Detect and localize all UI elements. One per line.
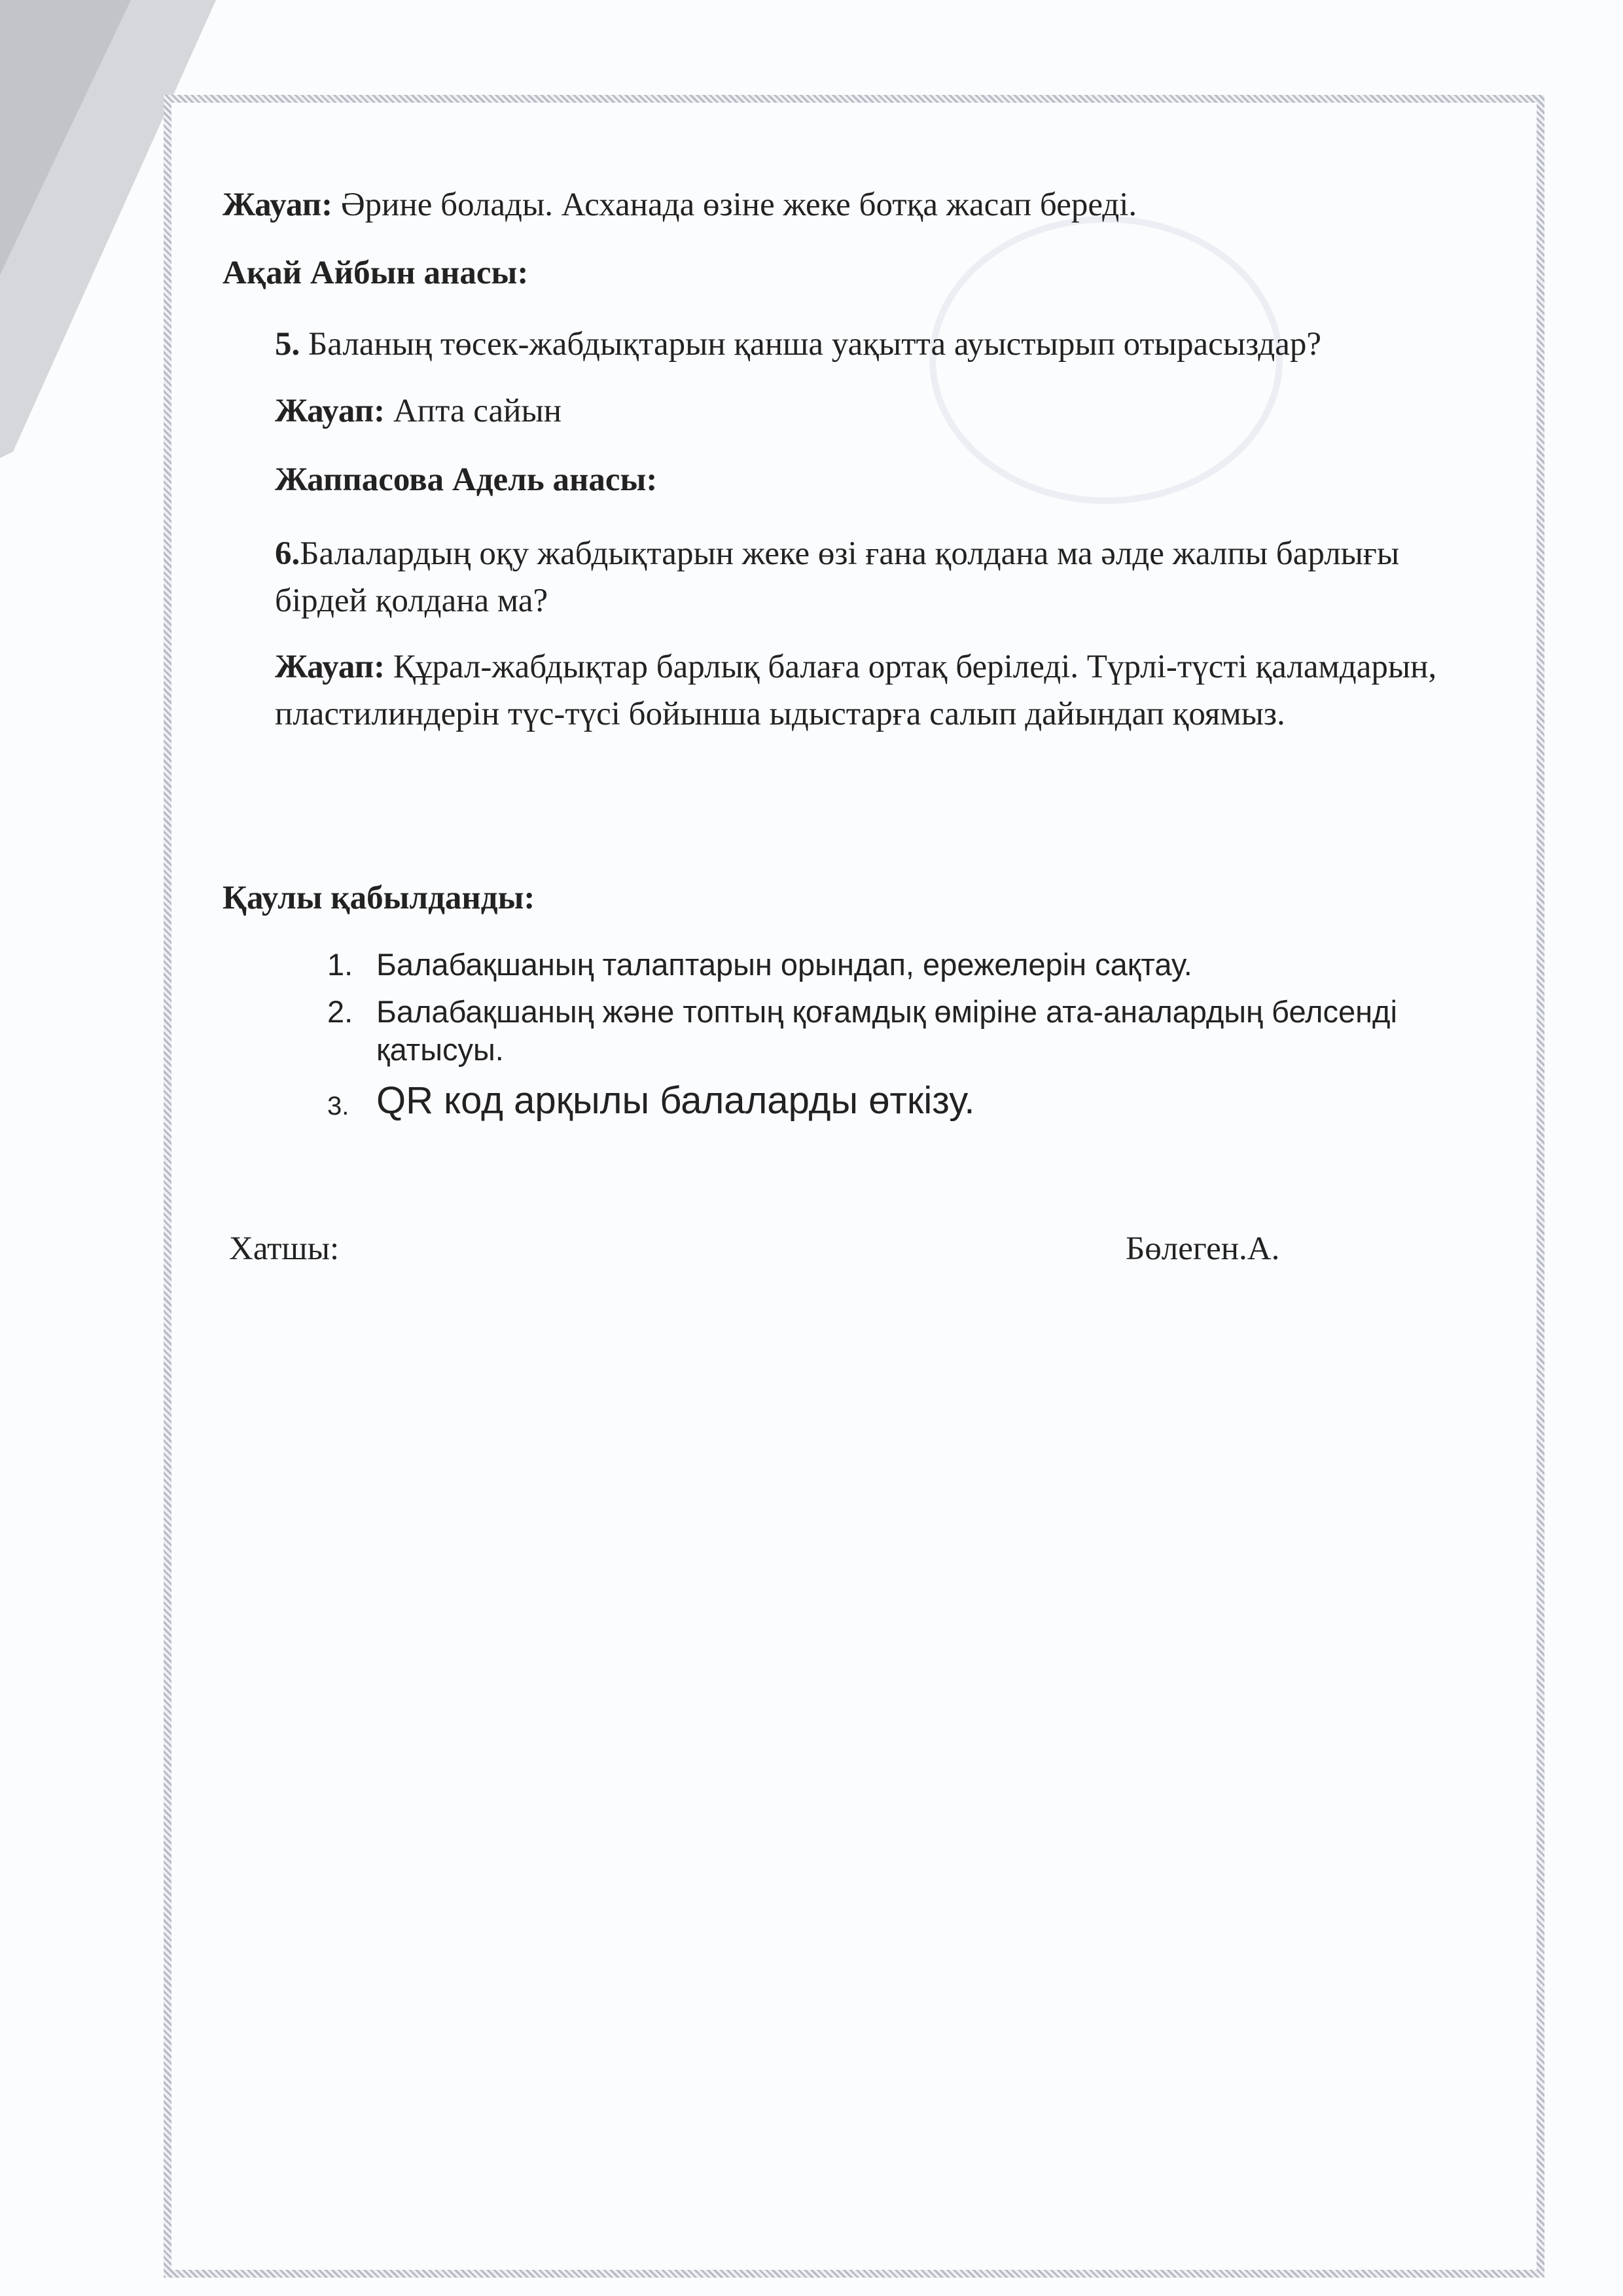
answer-text: Апта сайын: [385, 393, 562, 429]
question-text: Балалардың оқу жабдықтарын жеке өзі ғана қолдана ма әлде жалпы барлығы бірдей қолдана ма?: [275, 535, 1400, 619]
item-number: 1.: [327, 947, 353, 982]
answer-5: [275, 387, 562, 435]
answer-1: [223, 181, 1137, 228]
resolution-item: [314, 1078, 1489, 1124]
question-text: Баланың төсек-жабдықтарын қанша уақытта ауыстырып отырасыздар?: [308, 326, 1322, 363]
question-number: 5.: [275, 326, 300, 363]
answer-label: Жауап:: [223, 187, 333, 223]
parent-name-1: Ақай Айбын анасы:: [223, 255, 529, 291]
question-number: 6.: [275, 535, 300, 572]
answer-6: [275, 643, 1440, 738]
secretary-name: Бөлеген.А.: [1126, 1230, 1280, 1267]
item-text: Балабақшаның талаптарын орындап, ережелерін сақтау.: [376, 947, 1192, 982]
resolution-item: [314, 993, 1489, 1069]
question-6: [275, 530, 1440, 624]
parent-name-2: Жаппасова Адель анасы:: [275, 461, 658, 498]
item-number: 2.: [327, 994, 353, 1029]
resolution-heading: Қаулы қабылданды:: [223, 880, 535, 916]
answer-label: Жауап:: [275, 649, 385, 685]
answer-text: Әрине болады. Асханада өзіне жеке ботқа жасап береді.: [332, 187, 1137, 223]
answer-text: Құрал-жабдықтар барлық балаға ортақ беріледі. Түрлі-түсті қаламдарын, пластилиндерін түс-түсі бойынша ыдыстарға салып дайындап қоямыз.: [275, 649, 1437, 732]
resolution-item: [314, 946, 1489, 984]
answer-label: Жауап:: [275, 393, 385, 429]
item-number: 3.: [327, 1092, 349, 1121]
resolution-list: [314, 946, 1489, 1133]
item-text: QR код арқылы балаларды өткізу.: [376, 1079, 975, 1122]
secretary-label: Хатшы:: [229, 1230, 340, 1267]
question-5: [275, 321, 1321, 368]
item-text: Балабақшаның және топтың қоғамдық өміріне ата-аналардың белсенді қатысуы.: [376, 994, 1397, 1067]
